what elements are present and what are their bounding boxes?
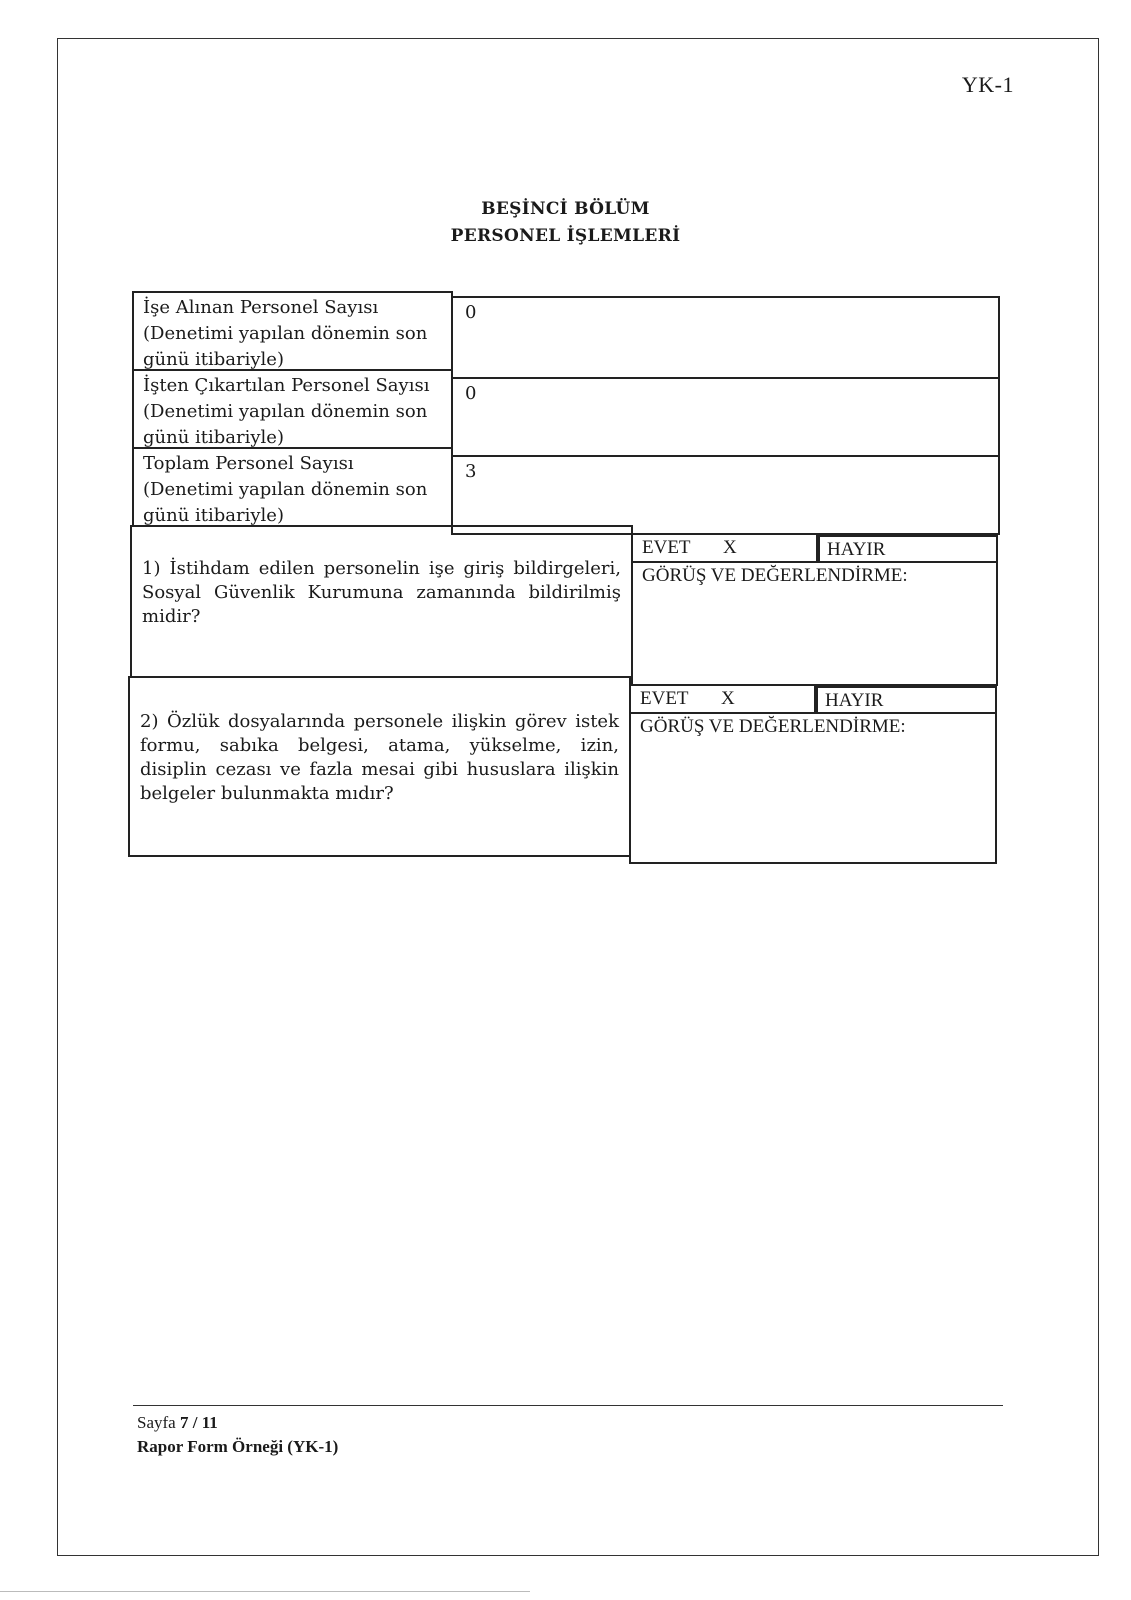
question-2-hayir-cell: HAYIR — [814, 686, 997, 714]
form-name: Rapor Form Örneği (YK-1) — [137, 1437, 339, 1456]
page-prefix: Sayfa — [137, 1413, 176, 1432]
total-personnel-label: Toplam Personel Sayısı (Denetimi yapılan dönemin son günü itibariyle) — [132, 447, 453, 527]
question-1-text: 1) İstihdam edilen personelin işe giriş bildirgeleri, Sosyal Güvenlik Kurumuna zamanında bildirilmiş midir? — [142, 558, 621, 627]
total-personnel-value: 3 — [451, 455, 1000, 535]
page-count: 7 / 11 — [179, 1413, 218, 1432]
question-1-evet-cell — [631, 533, 820, 563]
question-1-cell — [130, 525, 633, 678]
section-heading — [0, 196, 1131, 250]
question-2-text: 2) Özlük dosyalarında personele ilişkin görev istek formu, sabıka belgesi, atama, yükselme, izin, disiplin cezası ve fazla mesai gibi hususlara ilişkin belgeler bulunmakta mıdır? — [140, 711, 619, 804]
question-1-hayir-cell: HAYIR — [816, 535, 998, 563]
dismissed-personnel-label: İşten Çıkartılan Personel Sayısı (Denetimi yapılan dönemin son günü itibariyle) — [132, 369, 453, 449]
page-footer — [137, 1411, 338, 1459]
page-number — [137, 1411, 338, 1435]
question-1-comment-cell: GÖRÜŞ VE DEĞERLENDİRME: — [631, 561, 998, 686]
scan-edge-line — [0, 1591, 530, 1592]
question-2-evet-mark: X — [720, 688, 735, 709]
question-2-evet-label: EVET — [640, 688, 689, 709]
hired-personnel-value: 0 — [451, 296, 1000, 379]
question-2-cell — [128, 676, 631, 857]
dismissed-personnel-value: 0 — [451, 377, 1000, 457]
question-2-comment-cell: GÖRÜŞ VE DEĞERLENDİRME: — [629, 712, 997, 864]
section-subtitle: PERSONEL İŞLEMLERİ — [450, 226, 681, 246]
section-title: BEŞİNCİ BÖLÜM — [481, 199, 650, 219]
footer-divider — [133, 1405, 1003, 1406]
question-1-evet-label: EVET — [642, 537, 691, 558]
hired-personnel-label: İşe Alınan Personel Sayısı (Denetimi yapılan dönemin son günü itibariyle) — [132, 291, 453, 371]
question-1-evet-mark: X — [722, 537, 737, 558]
question-2-evet-cell — [629, 684, 818, 714]
document-code: YK-1 — [961, 72, 1014, 97]
